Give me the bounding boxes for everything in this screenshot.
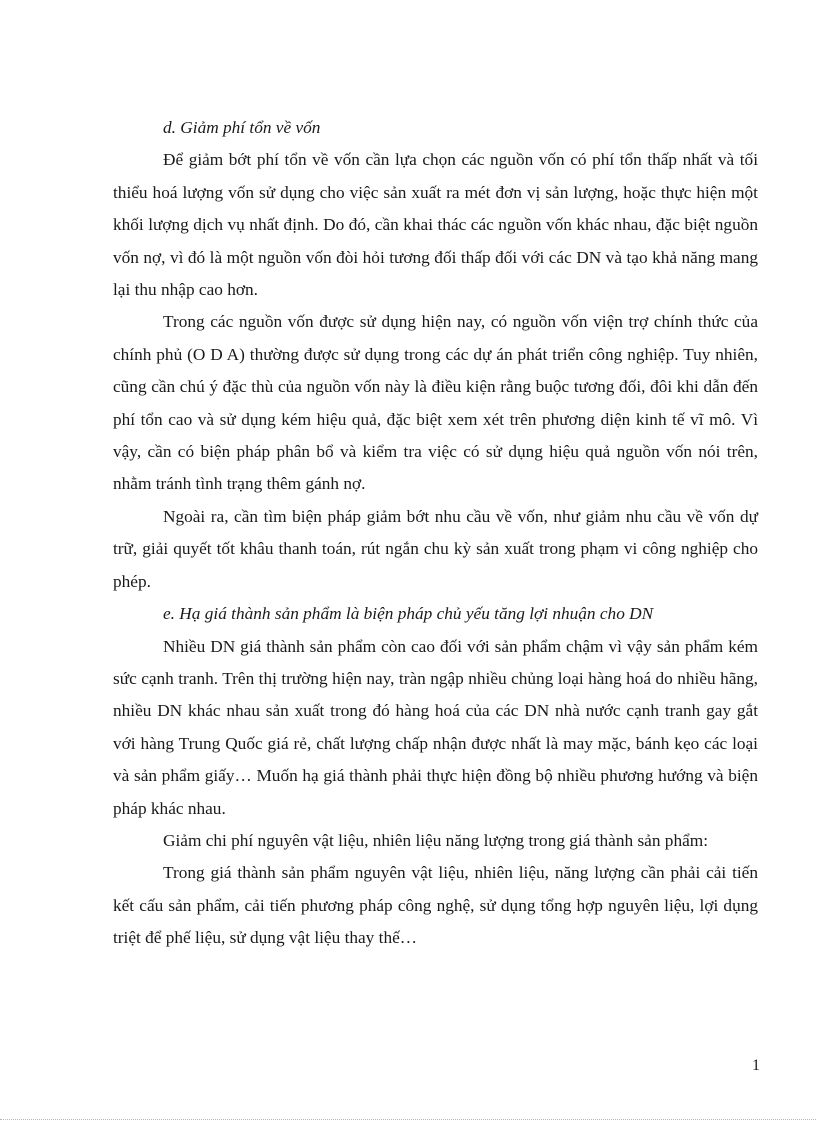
page-number: 1	[752, 1057, 760, 1074]
paragraph-capital-cost: Để giảm bớt phí tổn về vốn cần lựa chọn các nguồn vốn có phí tổn thấp nhất và tối thiểu hoá lượng vốn sử dụng cho việc sản xuất ra mét đơn vị sản lượng, hoặc thực hiện một khối lượng dịch vụ nhất định. Do đó, cần khai thác các nguồn vốn khác nhau, đặc biệt nguồn vốn nợ, vì đó là một nguồn vốn đòi hỏi tương đối thấp đối với các DN và tạo khả năng mang lại thu nhập cao hơn.	[113, 150, 758, 300]
section-heading-d: d. Giảm phí tổn về vốn	[163, 118, 321, 137]
paragraph-oda-funds: Trong các nguồn vốn được sử dụng hiện nay, có nguồn vốn viện trợ chính thức của chính phủ (O D A) thường được sử dụng trong các dự án phát triển công nghiệp. Tuy nhiên, cũng cần chú ý đặc thù của nguồn vốn này là điều kiện rằng buộc tương đối, đôi khi dẫn đến phí tổn cao và sử dụng kém hiệu quả, đặc biệt xem xét trên phương diện kinh tế vĩ mô. Vì vậy, cần có biện pháp phân bổ và kiểm tra việc có sử dụng hiệu quả nguồn vốn nói trên, nhằm tránh tình trạng thêm gánh nợ.	[113, 312, 758, 494]
paragraph-product-cost: Nhiều DN giá thành sản phẩm còn cao đối với sản phẩm chậm vì vậy sản phẩm kém sức cạnh tranh. Trên thị trường hiện nay, tràn ngập nhiều chủng loại hàng hoá do nhiều hãng, nhiều DN khác nhau sản xuất trong đó hàng hoá của các DN nhà nước cạnh tranh gay gắt với hàng Trung Quốc giá rẻ, chất lượng chấp nhận được nhất là may mặc, bánh kẹo các loại và sản phẩm giấy… Muốn hạ giá thành phải thực hiện đồng bộ nhiều phương hướng và biện pháp khác nhau.	[113, 636, 758, 818]
section-heading-e: e. Hạ giá thành sản phẩm là biện pháp chủ yếu tăng lợi nhuận cho DN	[163, 604, 654, 624]
paragraph-reduce-capital-needs: Ngoài ra, cần tìm biện pháp giảm bớt nhu cầu về vốn, như giảm nhu cầu về vốn dự trữ, giải quyết tốt khâu thanh toán, rút ngắn chu kỳ sản xuất trong phạm vi công nghiệp cho phép.	[113, 506, 758, 591]
page-body	[113, 112, 758, 955]
paragraph-material-cost-heading: Giảm chi phí nguyên vật liệu, nhiên liệu năng lượng trong giá thành sản phẩm:	[163, 830, 708, 850]
page-bottom-divider	[0, 1119, 816, 1120]
paragraph-material-cost: Trong giá thành sản phẩm nguyên vật liệu, nhiên liệu, năng lượng cần phải cải tiến kết cấu sản phẩm, cải tiến phương pháp công nghệ, sử dụng tổng hợp nguyên liệu, lợi dụng triệt để phế liệu, sử dụng vật liệu thay thế…	[113, 863, 758, 948]
